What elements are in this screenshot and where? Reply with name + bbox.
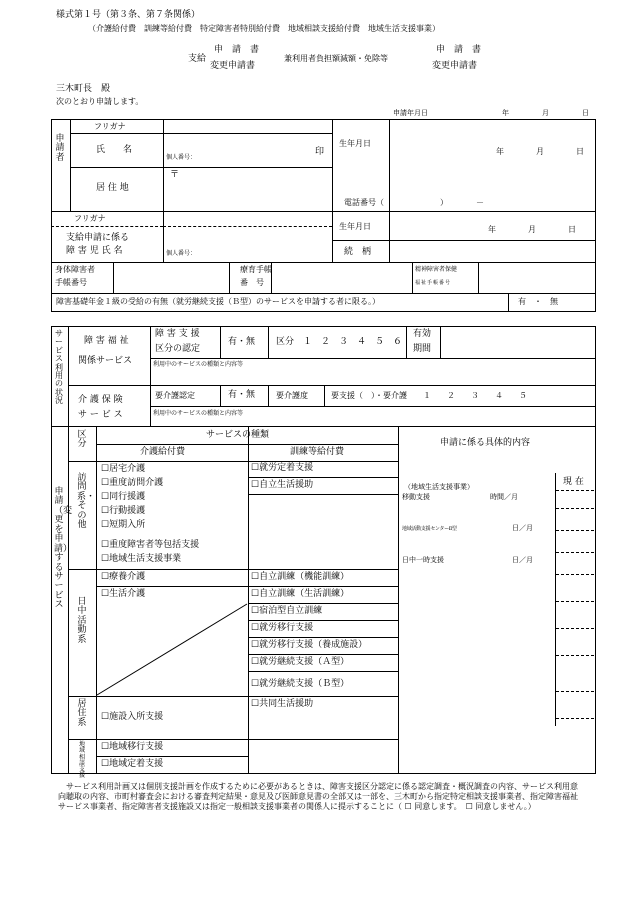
spec-2-value[interactable]: 日／月 (512, 524, 533, 532)
applicant-furigana-label: フリガナ (94, 122, 126, 131)
shintai-techo-label-1: 身体障害者 (55, 265, 95, 274)
yokaigo-level[interactable]: 要支援（ ）・要介護 １ ２ ３ ４ ５ (331, 391, 527, 400)
kunren-nichu-4[interactable]: ☐就労移行支援（養成施設） (251, 640, 368, 650)
request-label-2: 申 請 書 (436, 45, 482, 55)
spec-3-label: 日中一時支援 (402, 556, 444, 564)
fukushi-label-1: 障 害 福 祉 (84, 336, 129, 346)
chiiki-group-label: 地域相談支援 (78, 741, 85, 780)
spec-2-label: 地域活動支援センターⅡ型 (402, 526, 457, 532)
pension-label: 障害基礎年金１級の受給の有無（就労継続支援（Ｂ型）のサービスを申請する者に限る。） (56, 297, 380, 306)
child-kojin-label: 個人番号： (166, 250, 197, 257)
kaigo-homon-6[interactable]: ☐地域生活支援事業 (101, 554, 182, 564)
current-header: 現 在 (563, 477, 584, 487)
spec-heading: （地域生活支援事業） (404, 483, 474, 491)
kubun-label-1: 障 害 支 援 (155, 329, 200, 339)
kaigo-homon-0[interactable]: ☐居宅介護 (101, 464, 146, 474)
kaigo-homon-5[interactable]: ☐重度障害者等包括支援 (101, 540, 200, 550)
services-side-label: 申請（変更を申請）するサービス (54, 487, 73, 611)
nichu-group-label: 日中活動系 (77, 597, 87, 645)
date-day[interactable]: 日 (582, 109, 589, 117)
current-services-1: 利用中のサービスの種類と内容等 (153, 361, 244, 368)
spec-1-label: 移動支援 (402, 493, 430, 501)
kaigo-nichu-0[interactable]: ☐療養介護 (101, 572, 146, 582)
addressee: 三木町長 殿 (56, 84, 111, 94)
kunren-nichu-6[interactable]: ☐就労継続支援（Ｂ型） (251, 679, 350, 689)
valid-label-2: 期間 (413, 344, 432, 354)
request-label: 申 請 書 (214, 45, 260, 55)
relation-label: 続 柄 (344, 247, 372, 257)
kubun-umu[interactable]: 有・無 (228, 337, 256, 347)
spec-1-value[interactable]: 時間／月 (490, 493, 518, 501)
kaigo-kyoju[interactable]: ☐施設入所支援 (101, 712, 164, 722)
kunren-homon-1[interactable]: ☐自立生活援助 (251, 480, 314, 490)
chiiki-1[interactable]: ☐地域定着支援 (101, 759, 164, 769)
kunren-nichu-0[interactable]: ☐自立訓練（機能訓練） (251, 572, 350, 582)
kyoju-group-label: 居住系 (77, 699, 87, 728)
child-dob-day[interactable]: 日 (568, 225, 576, 234)
child-furigana-label: フリガナ (74, 214, 106, 223)
fukushi-label-2: 関係サービス (78, 356, 133, 366)
seishin-techo-label-1: 精神障害者保健 (415, 266, 458, 273)
child-label-1: 支給申請に係る (66, 233, 130, 243)
benefit-types: （介護給付費 訓練等給付費 特定障害者特別給付費 地域相談支援給付費 地域生活支援事業） (88, 24, 440, 33)
shintai-techo-label-2: 手帳番号 (55, 278, 87, 287)
burden-reduction-label: 兼利用者負担額減額・免除等 (284, 54, 388, 63)
nintei-umu[interactable]: 有・無 (228, 390, 256, 400)
child-dob-year[interactable]: 年 (488, 225, 496, 234)
address-label: 居 住 地 (96, 183, 129, 193)
child-label-2: 障 害 児 氏 名 (66, 246, 123, 256)
kunren-nichu-2[interactable]: ☐宿泊型自立訓練 (251, 606, 323, 616)
chiiki-0[interactable]: ☐地域移行支援 (101, 742, 164, 752)
child-dob-month[interactable]: 月 (528, 225, 536, 234)
kubun-header: 区分 (77, 430, 87, 450)
yokaigo-label: 要介護度 (276, 391, 308, 400)
form-number: 様式第１号（第３条、第７条関係） (56, 10, 201, 20)
postal-mark: 〒 (170, 170, 180, 180)
change-request-label: 変更申請書 (210, 61, 256, 71)
kaigo-homon-2[interactable]: ☐同行援護 (101, 492, 146, 502)
seishin-techo-label-2: 福 祉 手 帳 番 号 (415, 280, 450, 286)
kunren-kyoju[interactable]: ☐共同生活援助 (251, 699, 314, 709)
homon-group-label: 訪問系・その他 (77, 473, 96, 531)
phone-label[interactable]: 電話番号（ ） － (344, 198, 484, 207)
applicant-dob-month[interactable]: 月 (536, 147, 544, 156)
applicant-dob-day[interactable]: 日 (576, 147, 584, 156)
kaigo-homon-4[interactable]: ☐短期入所 (101, 520, 146, 530)
ryoiku-techo-label-2: 番 号 (240, 278, 264, 287)
specific-content-header: 申請に係る具体的内容 (440, 438, 531, 448)
kaigo-header: 介護給付費 (140, 447, 186, 457)
kunren-nichu-1[interactable]: ☐自立訓練（生活訓練） (251, 589, 350, 599)
applicant-dob-label: 生年月日 (339, 139, 371, 148)
seal-mark: 印 (315, 147, 325, 157)
date-year[interactable]: 年 (502, 109, 509, 117)
kaigo-label-2: サ ー ビ ス (78, 410, 123, 420)
pension-choice[interactable]: 有 ・ 無 (518, 297, 558, 306)
kaigo-label-1: 介 護 保 険 (78, 395, 123, 405)
kubun-value[interactable]: 区分 １ ２ ３ ４ ５ ６ (276, 337, 403, 347)
nintei-label: 要介護認定 (155, 391, 195, 400)
applicant-kojin-label: 個人番号： (166, 154, 197, 161)
kaigo-homon-1[interactable]: ☐重度訪問介護 (101, 478, 164, 488)
applicant-dob-year[interactable]: 年 (496, 147, 504, 156)
ryoiku-techo-label-1: 療育手帳 (240, 265, 272, 274)
kaigo-homon-3[interactable]: ☐行動援護 (101, 506, 146, 516)
kubun-label-2: 区分の認定 (155, 344, 201, 354)
spec-3-value[interactable]: 日／月 (512, 556, 533, 564)
usage-side-label: サービス利用の状況 (55, 329, 63, 406)
applicant-name-label: 氏 名 (96, 145, 133, 155)
kunren-nichu-3[interactable]: ☐就労移行支援 (251, 623, 314, 633)
date-month[interactable]: 月 (542, 109, 549, 117)
current-services-2: 利用中のサービスの種類と内容等 (153, 410, 244, 417)
consent-note[interactable]: サービス利用計画又は個別支援計画を作成するために必要があるときは、障害支援区分認定に係る認定調査・概況調査の内容、サービス利用意向聴取の内容、市町村審査会における審査判定結果・意見及び医師意見書の全部又は一部を、三木町から指定特定相談支援事業者、指定障害福祉サービス事業者、指定障害者支援施設又は指定一般相談支援事業者の関係人に提示することに（ ☐ 同意します。 ☐ 同意しません。） (58, 782, 578, 811)
kaigo-nichu-1[interactable]: ☐生活介護 (101, 589, 146, 599)
kunren-homon-0[interactable]: ☐就労定着支援 (251, 463, 314, 473)
application-date-label: 申請年月日 (393, 109, 428, 117)
intro-text: 次のとおり申請します。 (56, 97, 144, 106)
child-dob-label: 生年月日 (339, 222, 371, 231)
applicant-side-label: 申請者 (55, 134, 65, 163)
service-type-header: サービスの種類 (206, 430, 270, 440)
kunren-header: 訓練等給付費 (290, 447, 345, 457)
valid-label-1: 有効 (413, 329, 432, 339)
shikyu-label: 支給 (188, 54, 207, 64)
change-request-label-2: 変更申請書 (432, 61, 478, 71)
kunren-nichu-5[interactable]: ☐就労継続支援（Ａ型） (251, 657, 350, 667)
